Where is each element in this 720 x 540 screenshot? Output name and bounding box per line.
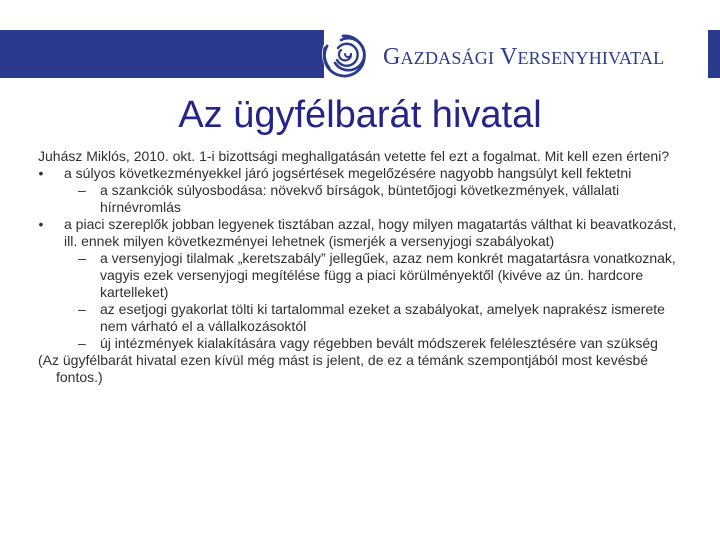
sub-bullet-text: új intézmények kialakítására vagy régebben bevált módszerek felélesztésére van szükség [100,335,658,351]
organization-name: GAZDASÁGI VERSENYHIVATAL [383,44,665,70]
sub-bullet-text: a szankciók súlyosbodása: növekvő bírságok, büntetőjogi következmények, vállalati hírnévromlás [100,182,620,215]
bullet-marker: • [38,165,44,181]
bullet-text: a súlyos következményekkel járó jogsértések megelőzésére nagyobb hangsúlyt kell fektetni [64,165,632,181]
sub-bullet-text: az esetjogi gyakorlat tölti ki tartalommal ezeket a szabályokat, amelyek naprakész ismerete nem várható el a vállalkozásoktól [100,301,665,334]
sub-bullet-text: a versenyjogi tilalmak „keretszabály” jellegűek, azaz nem konkrét magatartásra vonatkoznak, vagyis ezek versenyjogi megítélése függ a piaci körülményektől (kivéve az ún. hardcore kartelleket) [100,250,676,300]
balance-spiral-logo [320,26,376,82]
bullet-marker: • [38,216,44,232]
bullet-text: a piaci szereplők jobban legyenek tisztában azzal, hogy milyen magatartás válthat ki beavatkozást, ill. ennek milyen következményei lehetnek (ismerjék a versenyjogi szabályokat) [64,216,677,249]
sub-bullet-item [38,335,688,352]
sub-bullet-item [38,182,688,216]
dash-marker: – [78,335,86,351]
dash-marker: – [78,182,86,198]
slide-body [38,148,688,386]
dash-marker: – [78,250,86,266]
bullet-item [38,216,688,250]
header-right-bar [708,30,720,78]
sub-bullet-item [38,250,688,301]
intro-paragraph: Juhász Miklós, 2010. okt. 1-i bizottsági meghallgatásán vetette fel ezt a fogalmat. Mit kell ezen érteni? [38,148,670,164]
sub-bullet-item [38,301,688,335]
header-left-bar [0,30,324,78]
closing-paragraph: (Az ügyfélbarát hivatal ezen kívül még mást is jelent, de ez a témánk szempontjából most kevésbé fontos.) [38,352,649,385]
slide-title: Az ügyfélbarát hivatal [178,94,542,136]
dash-marker: – [78,301,86,317]
bullet-item [38,165,688,182]
